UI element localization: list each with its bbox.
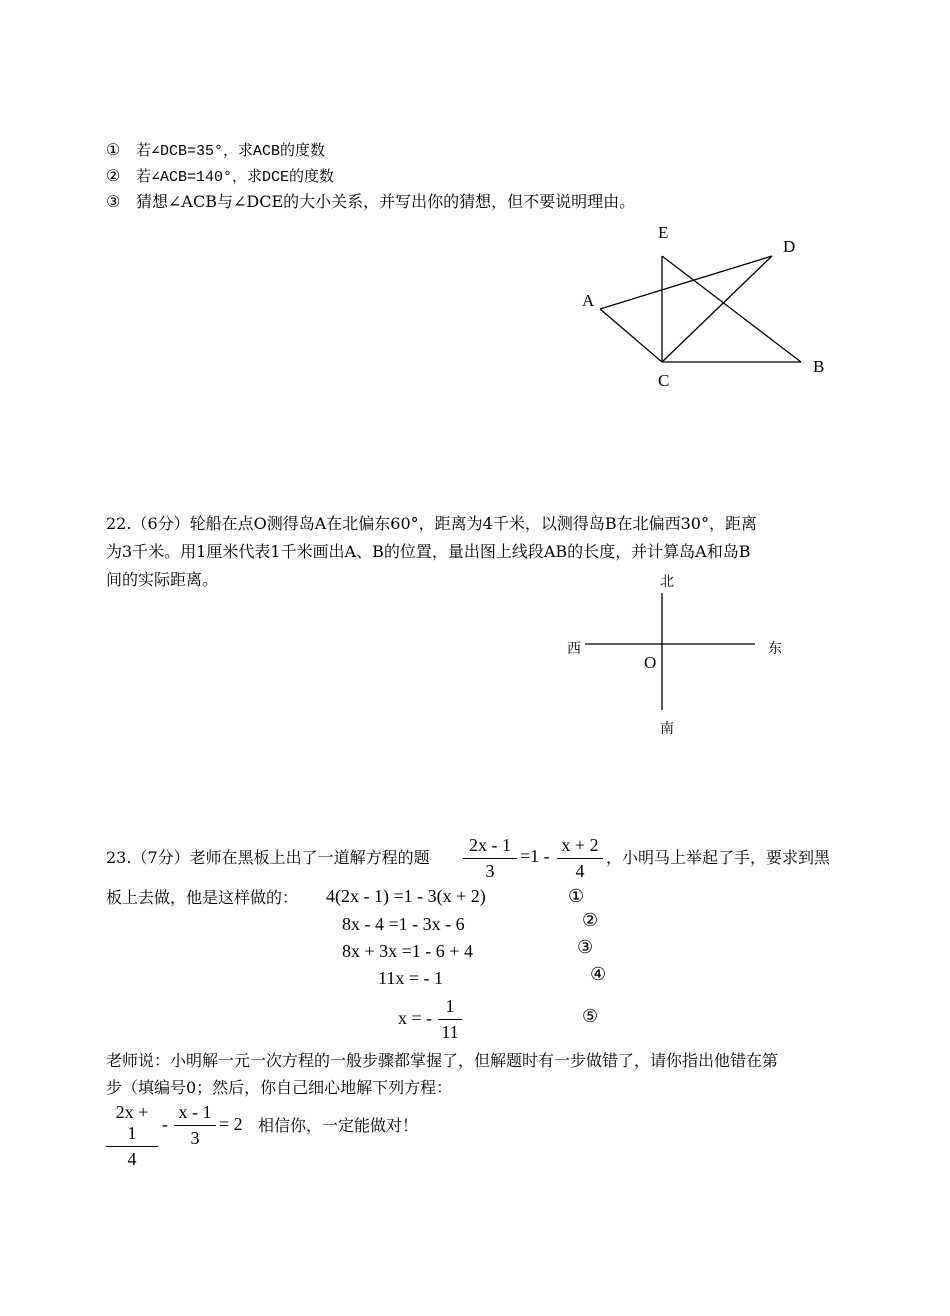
q23-teacher-line-1: 老师说：小明解一元一次方程的一般步骤都掌握了，但解题时有一步做错了，请你指出他错在第 — [106, 1051, 779, 1070]
q23-step-3-expr: 8x + 3x =1 - 6 + 4 — [342, 941, 473, 961]
fraction-numerator: 2x + 1 — [115, 1102, 149, 1143]
segment-CD — [662, 256, 772, 362]
fraction-denominator: 3 — [485, 861, 495, 881]
q23-intro-suffix: ，小明马上举起了手，要求到黑 — [606, 848, 831, 867]
q23-step-3-mark: ③ — [577, 937, 594, 957]
q23-step-4-mark: ④ — [590, 964, 607, 984]
compass-figure — [585, 593, 755, 710]
item-text: 若∠ACB=140°，求DCE的度数 — [136, 169, 335, 186]
fraction-numerator: x - 1 — [178, 1102, 212, 1122]
final-equals: = 2 — [219, 1114, 243, 1134]
q23-step-5-expr: x = - — [398, 1008, 433, 1028]
q23-step-5-fraction — [438, 996, 462, 1043]
fraction-denominator: 4 — [127, 1149, 137, 1169]
q23-line-2-prefix: 板上去做，他是这样做的： — [106, 888, 299, 907]
compass-south-label: 南 — [660, 721, 674, 737]
q22-line-2: 为3千米。用1厘米代表1千米画出A、B的位置，量出图上线段AB的长度，并计算岛A和岛B — [106, 542, 751, 561]
final-fraction-2 — [174, 1102, 216, 1149]
fraction-numerator: 2x - 1 — [469, 835, 511, 855]
q23-step-2-mark: ② — [582, 910, 599, 930]
q23-eq-mid: =1 - — [520, 846, 550, 866]
final-minus: - — [162, 1114, 168, 1134]
item-text: 猜想∠ACB与∠DCE的大小关系，并写出你的猜想，但不要说明理由。 — [136, 192, 636, 211]
q23-intro-prefix: 23.（7分）老师在黑板上出了一道解方程的题 — [106, 848, 430, 867]
q23-step-4-expr: 11x = - 1 — [378, 968, 443, 988]
q23-step-1-expr: 4(2x - 1) =1 - 3(x + 2) — [326, 886, 486, 906]
triangle-figure — [600, 256, 801, 362]
item-text: 若∠DCB=35°，求ACB的度数 — [136, 143, 326, 160]
q23-fraction-1 — [463, 835, 517, 882]
q22-line-1: 22.（6分）轮船在点O测得岛A在北偏东60°，距离为4千米，以测得岛B在北偏西30°，距离 — [106, 514, 757, 533]
q22-line-3: 间的实际距离。 — [106, 570, 219, 589]
item-number: ① — [106, 140, 121, 159]
segment-AD — [600, 256, 772, 309]
final-encourage: 相信你，一定能做对！ — [258, 1116, 419, 1135]
label-D: D — [783, 237, 796, 256]
fraction-denominator: 4 — [575, 861, 585, 881]
q23-teacher-line-2: 步（填编号0；然后，你自己细心地解下列方程： — [106, 1078, 453, 1097]
label-B: B — [813, 357, 825, 376]
label-C: C — [658, 371, 670, 390]
item-number: ③ — [106, 192, 121, 211]
final-fraction-1 — [106, 1102, 158, 1170]
q23-step-2-expr: 8x - 4 =1 - 3x - 6 — [342, 914, 465, 934]
compass-east-label: 东 — [768, 641, 782, 657]
q23-step-5-mark: ⑤ — [582, 1006, 599, 1026]
fraction-denominator: 11 — [441, 1022, 459, 1042]
fraction-numerator: x + 2 — [561, 835, 599, 855]
q23-fraction-2 — [557, 835, 603, 882]
compass-origin-label: O — [644, 653, 657, 672]
label-A: A — [582, 291, 595, 310]
label-E: E — [658, 223, 669, 242]
item-number: ② — [106, 166, 121, 185]
fraction-numerator: 1 — [445, 996, 455, 1016]
compass-north-label: 北 — [660, 574, 674, 590]
segment-AC — [600, 309, 662, 362]
compass-west-label: 西 — [567, 641, 581, 657]
q23-step-1-mark: ① — [568, 886, 585, 906]
fraction-denominator: 3 — [190, 1128, 200, 1148]
segment-EB — [662, 256, 801, 362]
